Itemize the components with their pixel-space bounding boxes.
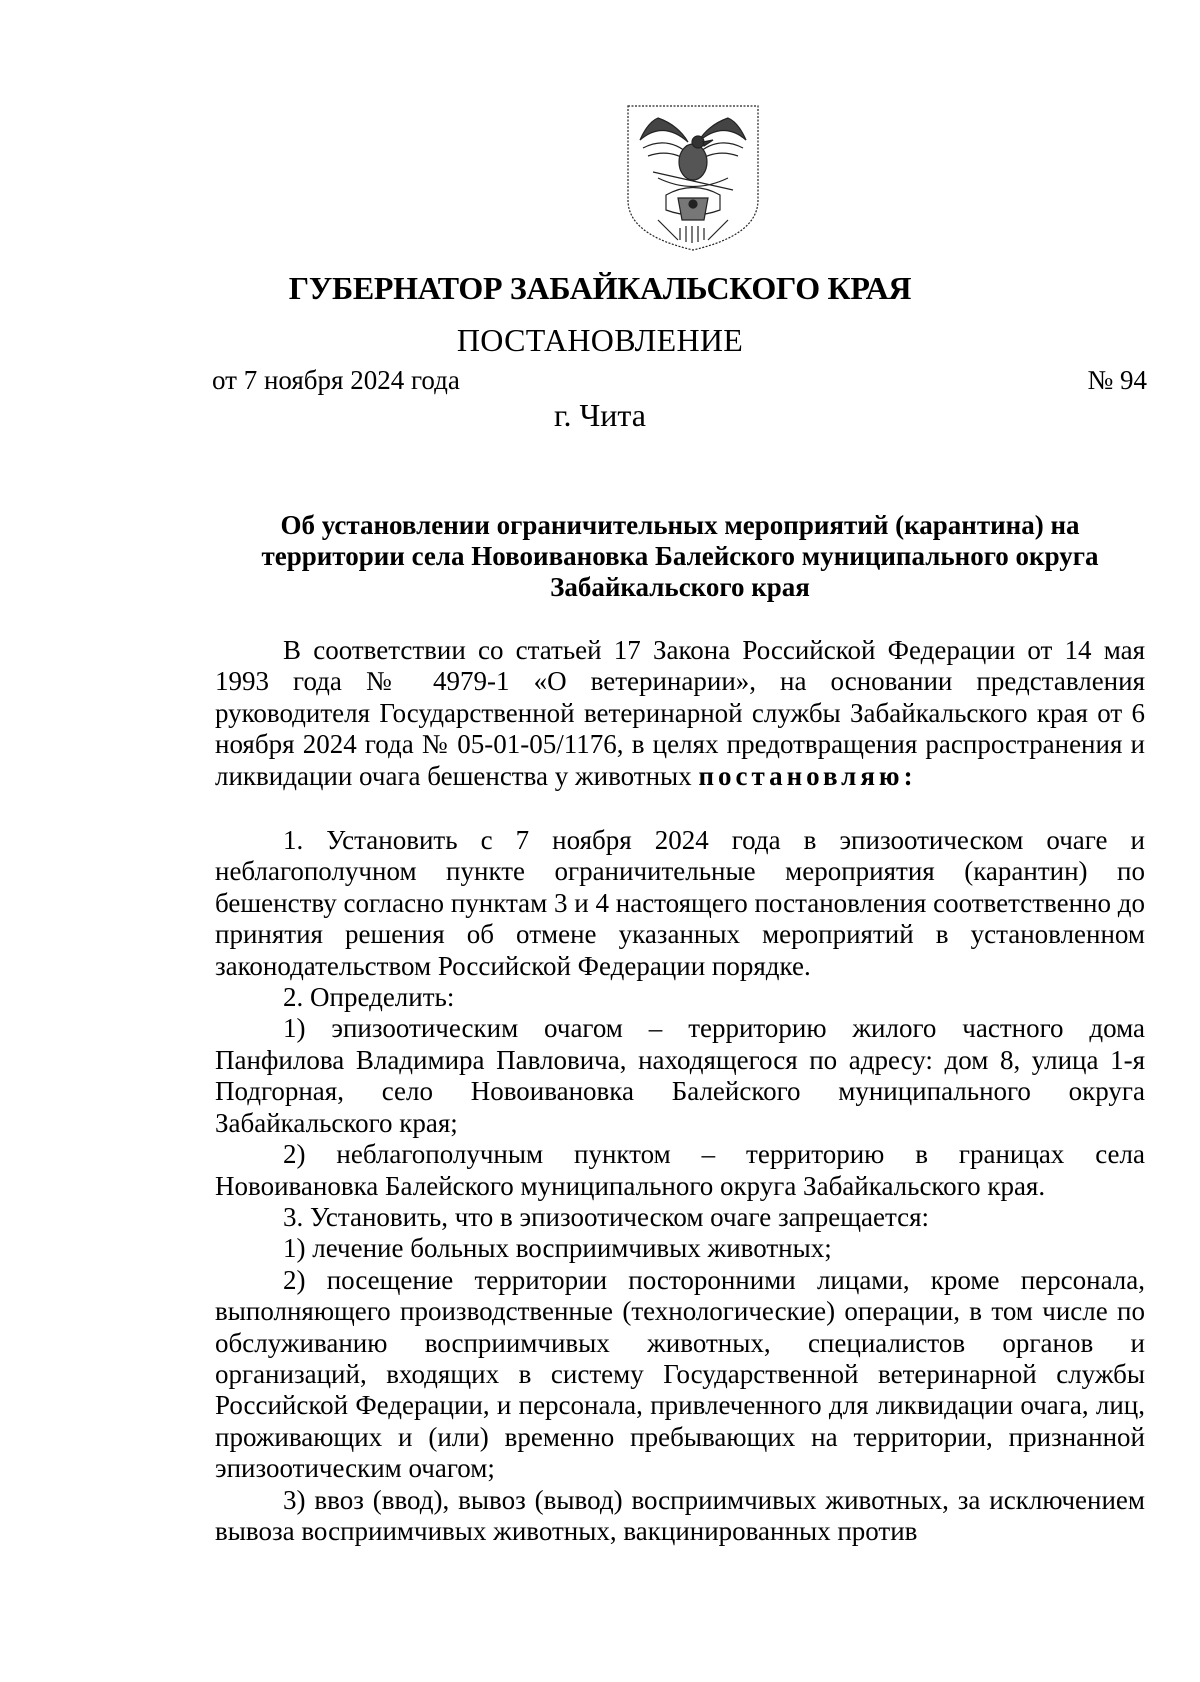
document-date: от 7 ноября 2024 года <box>212 365 460 395</box>
coat-of-arms-icon <box>618 100 768 252</box>
document-number: № 94 <box>1087 365 1147 395</box>
paragraph: 2) неблагополучным пунктом – территорию в границах села Новоивановка Балейского муниципального округа Забайкальского края. <box>215 1139 1145 1201</box>
paragraph: 2) посещение территории посторонними лицами, кроме персонала, выполняющего производственные (технологические) операции, в том числе по обслуживанию восприимчивых животных, специалистов органов и организаций, входящих в систему Государственной ветеринарной службы Российской Федерации, и персонала, привлеченного для ликвидации очага, лиц, проживающих и (или) временно пребывающих на территории, признанной эпизоотическим очагом; <box>215 1264 1145 1484</box>
preamble-text: В соответствии со статьей 17 Закона Российской Федерации от 14 мая 1993 года № 4979-1 «О ветеринарии», на основании представления руководителя Государственной ветеринарной службы Забайкальского края от 6 ноября 2024 года № 05-01-05/1176, в целях предотвращения распространения и ликвидации очага бешенства у животных <box>215 635 1145 791</box>
preamble <box>215 635 1145 792</box>
decree-word: постановляю: <box>698 760 917 791</box>
paragraph: 1) эпизоотическим очагом – территорию жилого частного дома Панфилова Владимира Павловича, находящегося по адресу: дом 8, улица 1-я Подгорная, село Новоивановка Балейского муниципального округа Забайкальского края; <box>215 1013 1145 1138</box>
paragraph: 1. Установить с 7 ноября 2024 года в эпизоотическом очаге и неблагополучном пункте ограничительные мероприятия (карантин) по бешенству согласно пунктам 3 и 4 настоящего постановления соответственно до принятия решения об отмене указанных мероприятий в установленном законодательством Российской Федерации порядке. <box>215 825 1145 981</box>
document-body <box>215 635 1145 1547</box>
paragraph: 3. Установить, что в эпизоотическом очаге запрещается: <box>283 1201 930 1232</box>
paragraph: 2. Определить: <box>283 982 455 1013</box>
document-city: г. Чита <box>553 397 646 433</box>
paragraph: 1) лечение больных восприимчивых животных; <box>283 1233 832 1264</box>
document-subject: Об установлении ограничительных мероприятий (карантина) на территории села Новоивановка Балейского муниципального округа Забайкальского края <box>261 510 1099 602</box>
authority-title: ГУБЕРНАТОР ЗАБАЙКАЛЬСКОГО КРАЯ <box>288 270 912 306</box>
paragraph: 3) ввоз (ввод), вывоз (вывод) восприимчивых животных, за исключением вывоза восприимчивых животных, вакцинированных против <box>215 1484 1145 1546</box>
document-type: ПОСТАНОВЛЕНИЕ <box>456 322 744 358</box>
